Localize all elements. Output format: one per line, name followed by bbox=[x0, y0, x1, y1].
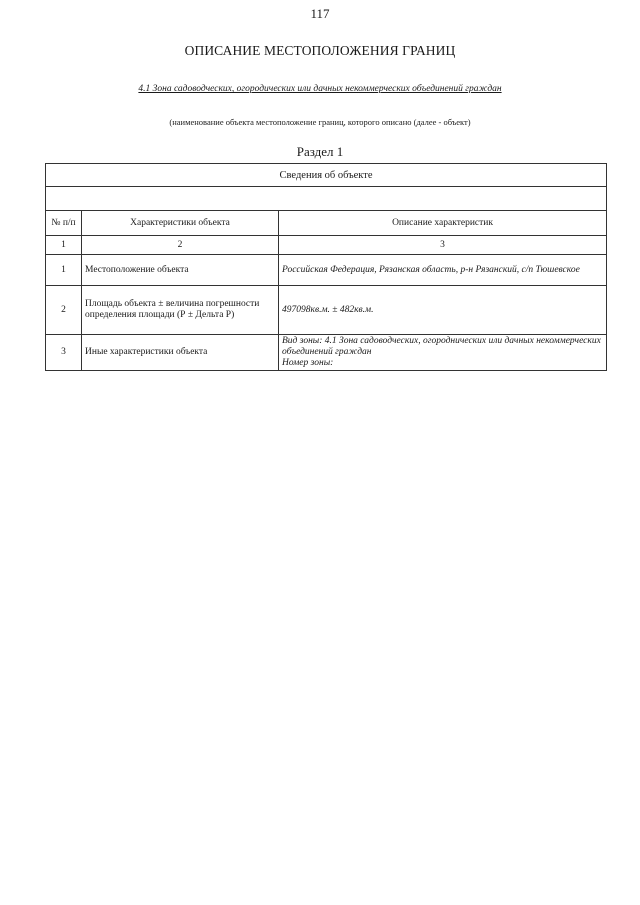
row-number: 2 bbox=[46, 286, 82, 335]
column-header-characteristic: Характеристики объекта bbox=[82, 211, 279, 236]
column-number-1: 1 bbox=[46, 236, 82, 255]
table-column-numbers bbox=[46, 236, 607, 255]
document-title: ОПИСАНИЕ МЕСТОПОЛОЖЕНИЯ ГРАНИЦ bbox=[184, 43, 456, 58]
table-row bbox=[46, 335, 607, 371]
row-description bbox=[279, 335, 607, 371]
section-title: Раздел 1 bbox=[296, 144, 344, 159]
page-number: 117 bbox=[310, 6, 330, 21]
table-header: Сведения об объекте bbox=[46, 164, 607, 187]
zone-type-line: Вид зоны: 4.1 Зона садоводческих, огороднических или дачных некоммерческих объединений граждан bbox=[282, 336, 601, 357]
column-number-2: 2 bbox=[82, 236, 279, 255]
object-info-table bbox=[45, 163, 607, 371]
column-number-3: 3 bbox=[279, 236, 607, 255]
row-number: 3 bbox=[46, 335, 82, 371]
table-blank-cell bbox=[46, 187, 607, 211]
table-row bbox=[46, 255, 607, 286]
row-number: 1 bbox=[46, 255, 82, 286]
column-header-description: Описание характеристик bbox=[279, 211, 607, 236]
row-description: Российская Федерация, Рязанская область, р-н Рязанский, с/п Тюшевское bbox=[279, 255, 607, 286]
row-characteristic: Иные характеристики объекта bbox=[82, 335, 279, 371]
zone-number-line: Номер зоны: bbox=[282, 358, 334, 368]
table-blank-row bbox=[46, 187, 607, 211]
object-name: 4.1 Зона садоводческих, огородических или дачных некоммерческих объединений граждан bbox=[138, 84, 502, 94]
column-header-num: № п/п bbox=[46, 211, 82, 236]
table-column-headers bbox=[46, 211, 607, 236]
row-characteristic: Площадь объекта ± величина погрешности определения площади (Р ± Дельта Р) bbox=[82, 286, 279, 335]
table-header-row bbox=[46, 164, 607, 187]
table-row bbox=[46, 286, 607, 335]
row-description: 497098кв.м. ± 482кв.м. bbox=[279, 286, 607, 335]
object-name-caption: (наименование объекта местоположение границ, которого описано (далее - объект) bbox=[169, 117, 471, 127]
row-characteristic: Местоположение объекта bbox=[82, 255, 279, 286]
